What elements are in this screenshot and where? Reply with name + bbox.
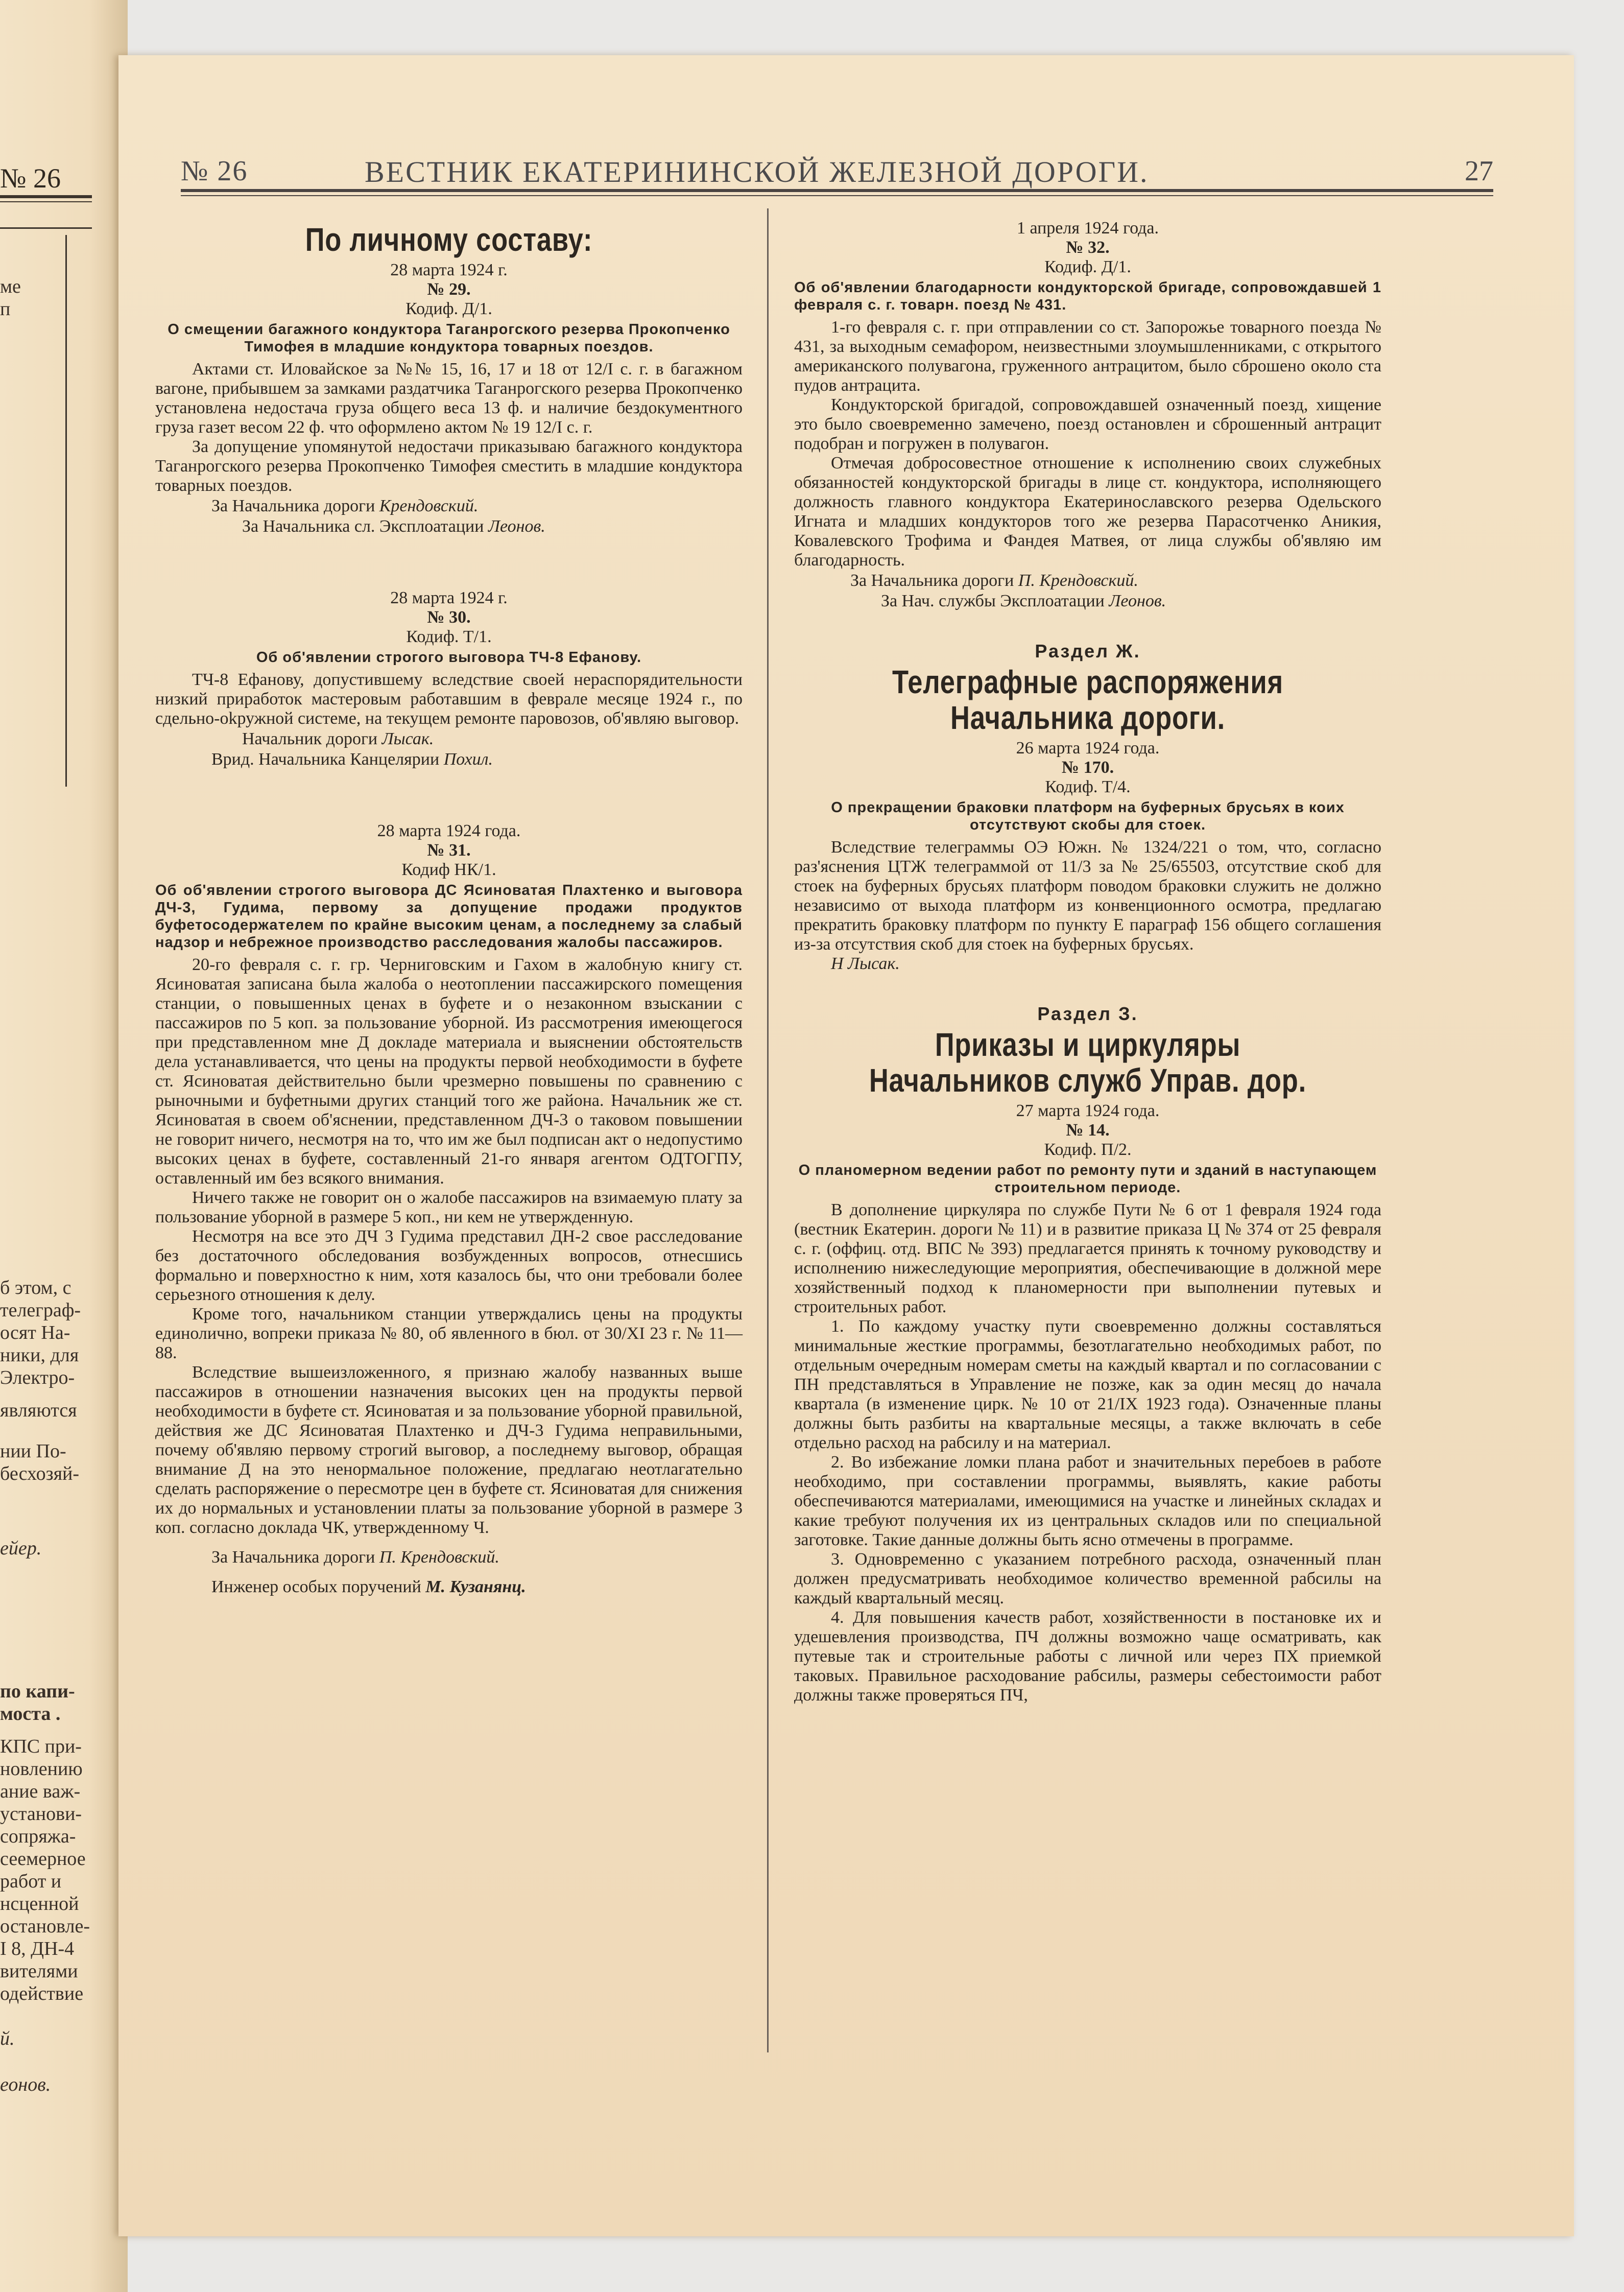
order-date: 28 марта 1924 года. xyxy=(377,821,521,840)
publication-title: ВЕСТНИК ЕКАТЕРИНИНСКОЙ ЖЕЛЕЗНОЙ ДОРОГИ. xyxy=(365,155,1149,188)
fragment-text: КПС при- xyxy=(0,1736,82,1757)
right-column xyxy=(794,219,1381,1705)
previous-page-edge xyxy=(0,0,128,2292)
paragraph: Отмечая добросовестное отношение к исполнению своих служебных обязанностей кондукторской бригады в лице ст. кондуктора, исполняющего должность главного кондуктора Екатеринославского резерва Одельского Игната и младших кондукторов того же резерва Парасотченко Аникия, Ковалевского Трофима и Фандея Матвея, от лица службы об'являю им благодарность. xyxy=(794,454,1381,570)
order-subject: О планомерном ведении работ по ремонту пути и зданий в наступающем строительном периоде. xyxy=(798,1162,1377,1196)
header-rule xyxy=(0,201,92,202)
signature: За Начальника сл. Эксплоатации Леонов. xyxy=(242,517,545,536)
previous-page-number: № 26 xyxy=(0,163,61,194)
fragment-text: по капи- xyxy=(0,1681,75,1702)
section-z xyxy=(794,1004,1381,1705)
section-heading: Телеграфные распоряжения Начальника дороги. xyxy=(892,664,1283,736)
order-kodif: Кодиф. Д/1. xyxy=(405,299,492,318)
header-rule xyxy=(0,195,92,198)
section-zh xyxy=(794,642,1381,974)
order-kodif: Кодиф. П/2. xyxy=(1044,1140,1132,1159)
order-subject: Об об'явлении благодарности кондукторской бригаде, сопровождавшей 1 февраля с. г. товарн. поезд № 431. xyxy=(794,279,1381,313)
fragment-text: нсценной xyxy=(0,1893,79,1915)
order-kodif: Кодиф. Т/1. xyxy=(406,627,492,646)
fragment-text: б этом, с xyxy=(0,1277,71,1298)
paragraph: 1. По каждому участку пути своевременно должны составляться минимальные жесткие программы, безотлагательно необходимых работ, по отдельным очередным номерам сметы на каждый квартал и по согласовании с ПН представляться в Управление не позже, как за один месяц до начала квартала (в изменение цирк. № 10 от 21/IX 1923 года). Означенные планы должны быть разбиты на квартальные месяцы, а также включать в себе отдельно расход на рабсилу и на материал. xyxy=(794,1317,1381,1452)
order-subject: Об об'явлении строгого выговора ДС Ясиноватая Плахтенко и выговора ДЧ-3, Гудима, первому за допущение продажи продуктов буфетосодержателем по крайне высоким ценам, а последнему за слабый надзор и небрежное производство расследования жалобы пассажиров. xyxy=(155,882,743,951)
order-subject: О смещении багажного кондуктора Таганрогского резерва Прокопченко Тимофея в младшие кондуктора товарных поездов. xyxy=(168,321,730,355)
paragraph: В дополнение циркуляра по службе Пути № 6 от 1 февраля 1924 года (вестник Екатерин. дороги № 11) и в развитие приказа Ц № 374 от 25 февраля с. г. (оффиц. отд. ВПС № 393) предлагается принять к точному руководству и исполнению нижеследующие мероприятия, обеспечивающие в должной мере хозяйственный подход к планомерности при выполнении путевых и строительных работ. xyxy=(794,1200,1381,1316)
column-divider xyxy=(767,208,769,2052)
signature: За Начальника дороги П. Крендовский. xyxy=(850,571,1138,590)
fragment-text: вителями xyxy=(0,1960,78,1982)
paragraph: Актами ст. Иловайское за №№ 15, 16, 17 и 18 от 12/I с. г. в багажном вагоне, прибывшем за замками раздатчика Таганрогского резерва Прокопченко установлена недостача груза общего веса 13 ф. и наличие бездокументного груза газет весом 22 ф. что оформлено актом № 19 12/I с. г. xyxy=(155,360,743,437)
order-number: № 14. xyxy=(1066,1121,1110,1140)
order-30 xyxy=(155,588,743,769)
section-label: Раздел Ж. xyxy=(1035,641,1141,661)
fragment-text: п xyxy=(0,298,11,320)
signature: За Начальника дороги П. Крендовский. xyxy=(211,1548,499,1567)
fragment-text: й. xyxy=(0,2028,15,2049)
fragment-text: нии По- xyxy=(0,1440,66,1462)
fragment-text: новлению xyxy=(0,1758,83,1780)
fragment-text: Электро- xyxy=(0,1367,75,1388)
paragraph: 3. Одновременно с указанием потребного расхода, означенный план должен предусматривать необходимое количество временной рабсилы на каждый квартальный месяц. xyxy=(794,1550,1381,1608)
paragraph: Кондукторской бригадой, сопровождавшей означенный поезд, хищение это было своевременно замечено, поезд остановлен и сброшенный антрацит подобран и погружен в полувагон. xyxy=(794,395,1381,453)
section-heading: По личному составу: xyxy=(305,221,593,258)
fragment-text: осят На- xyxy=(0,1322,70,1343)
order-kodif: Кодиф. Т/4. xyxy=(1045,777,1131,796)
order-kodif: Кодиф. Д/1. xyxy=(1044,257,1131,276)
order-31 xyxy=(155,821,743,1597)
issue-number: № 26 xyxy=(181,155,248,187)
order-32 xyxy=(794,219,1381,611)
order-number: № 30. xyxy=(427,608,471,627)
order-date: 1 апреля 1924 года. xyxy=(1016,219,1159,238)
order-date: 28 марта 1924 г. xyxy=(390,261,508,279)
page-number: 27 xyxy=(1465,155,1493,187)
order-date: 28 марта 1924 г. xyxy=(390,588,508,607)
fragment-text: установи- xyxy=(0,1803,82,1825)
fragment-text: являются xyxy=(0,1400,77,1421)
signature: Врид. Начальника Канцелярии Похил. xyxy=(211,750,493,769)
section-label: Раздел З. xyxy=(1037,1003,1138,1024)
order-number: № 32. xyxy=(1066,238,1110,257)
signature: За Нач. службы Эксплоатации Леонов. xyxy=(881,592,1166,610)
fragment-text: моста . xyxy=(0,1703,61,1724)
order-29 xyxy=(155,261,743,536)
paragraph: ТЧ-8 Ефанову, допустившему вследствие своей нераспорядительности низкий приработок мастеровым работавшим в феврале месяце 1924 г., по сдельно-okружной системе, на текущем ремонте паровозов, об'являю выговор. xyxy=(155,670,743,728)
signature: Начальник дороги Лысак. xyxy=(242,729,434,748)
order-subject: О прекращении браковки платформ на буферных брусьях в коих отсутствуют скобы для стоек. xyxy=(831,799,1345,833)
paragraph: Вследствие вышеизложенного, я признаю жалобу названных выше пассажиров в отношении назначения высоких цен на продукты первой необходимости в буфете ст. Ясиноватая и за пользование уборной правильной, действия же ДС Ясиноватая Плахтенко и ДЧ-3 Гудима неправильными, почему об'являю первому строгий выговор, а последнему выговор, обращая внимание Д на это ненормальное положение, предлагаю неотлагательно сделать распоряжение о пересмотре цен в буфете ст. Ясиноватая для снижения их до нормальных и установлении платы за пользование уборной в размере 3 коп. согласно доклада ЧК, утвержденному Ч. xyxy=(155,1363,743,1537)
paragraph: 1-го февраля с. г. при отправлении со ст. Запорожье товарного поезда № 431, за выходным семафором, неизвестными злоумышленниками, с открытого американского полувагона, груженного антрацитом, было сброшено около ста пудов антрацита. xyxy=(794,318,1381,395)
header-rule xyxy=(0,227,92,229)
signature: За Начальника дороги Крендовский. xyxy=(211,497,479,515)
paragraph: 20-го февраля с. г. гр. Черниговским и Гахом в жалобную книгу ст. Ясиноватая записана была жалоба о неотоплении пассажирского помещения станции, о повышенных ценах в буфете и о незаконном взыскании с пассажиров по 5 коп. за пользование уборной. Из рассмотрения имеющегося при представленном мне Д докладе материала и выяснении обстоятельств дела устанавливается, что цены на продукты первой необходимости в буфете ст. Ясиноватая действительно были чрезмерно повышены по сравнению с рыночными и буфетными других станций того же района. Начальник же ст. Ясиноватая в своем об'яснении, представленном ДЧ-3 о таковом повышении не говорит ничего, несмотря на то, что им же был подписан акт о недопустимо высоких ценах в буфете, составленный 21-го января агентом ОДТОГПУ, оставленный им без всякого внимания. xyxy=(155,955,743,1188)
fragment-text: ейер. xyxy=(0,1538,42,1559)
paragraph: Кроме того, начальником станции утверждались цены на продукты единолично, вопреки приказа № 80, об явленного в бюл. от 30/XI 23 г. № 11—88. xyxy=(155,1305,743,1362)
order-number: № 29. xyxy=(427,280,471,299)
fragment-text: одействие xyxy=(0,1983,84,2004)
order-subject: Об об'явлении строгого выговора ТЧ-8 Ефанову. xyxy=(256,649,642,666)
paragraph: Несмотря на все это ДЧ 3 Гудима представил ДН-2 свое расследование без достаточного обследования возбужденных вопросов, отнесшись формально и поверхностно к ним, хотя казалось бы, что они требовали более серьезного отношения к делу. xyxy=(155,1227,743,1304)
fragment-text: I 8, ДН-4 xyxy=(0,1938,75,1959)
signature: Н Лысак. xyxy=(831,954,900,973)
paragraph: 4. Для повышения качеств работ, хозяйственности в постановке их и удешевления производства, ПЧ должны возможно чаще осматривать, как путевые так и строительные работы с личной или через ПХ приемкой таковых. Правильное расходование рабсилы, размеры себестоимости работ должны также проверяться ПЧ, xyxy=(794,1608,1381,1705)
paragraph: За допущение упомянутой недостачи приказываю багажного кондуктора Таганрогского резерва Прокопченко Тимофея сместить в младшие кондуктора товарных поездов. xyxy=(155,437,743,495)
order-date: 27 марта 1924 года. xyxy=(1016,1101,1160,1120)
order-date: 26 марта 1924 года. xyxy=(1016,739,1160,758)
left-column xyxy=(155,219,743,1598)
running-header xyxy=(181,155,1493,191)
newspaper-page xyxy=(118,55,1574,2236)
column-rule xyxy=(65,235,67,787)
fragment-text: еонов. xyxy=(0,2074,51,2095)
header-rule xyxy=(181,195,1493,196)
signature: Инженер особых поручений М. Кузанянц. xyxy=(211,1577,526,1596)
fragment-text: остановле- xyxy=(0,1916,90,1937)
fragment-text: телеграф- xyxy=(0,1299,81,1321)
order-number: № 31. xyxy=(427,841,471,860)
fragment-text: сопряжа- xyxy=(0,1826,76,1847)
header-rule xyxy=(181,189,1493,192)
order-kodif: Кодиф НК/1. xyxy=(401,860,496,879)
fragment-text: ме xyxy=(0,276,21,297)
fragment-text: работ и xyxy=(0,1871,62,1892)
section-heading: Приказы и циркуляры Начальников служб Управ. дор. xyxy=(869,1026,1307,1099)
fragment-text: бесхозяй- xyxy=(0,1463,80,1484)
fragment-text: сеемерное xyxy=(0,1848,86,1870)
paragraph: Ничего также не говорит он о жалобе пассажиров на взимаемую плату за пользование уборной в размере 5 коп., ни кем не утвержденную. xyxy=(155,1188,743,1226)
fragment-text: ники, для xyxy=(0,1344,79,1366)
paragraph: 2. Во избежание ломки плана работ и значительных перебоев в работе необходимо, при составлении программы, выявлять, какие работы обеспечиваются материалами, имеющимися на участке и линейных складах и какие требуют получения их из центральных складов или по специальной заготовке. Такие данные должны быть ясно отмечены в программе. xyxy=(794,1453,1381,1549)
fragment-text: ание важ- xyxy=(0,1781,81,1802)
paragraph: Вследствие телеграммы ОЭ Южн. № 1324/221 о том, что, согласно раз'яснения ЦТЖ телеграммой от 11/3 за № 25/65503, отсутствие скоб для стоек на буферных брусьях платформ поводом браковки служить не должно независимо от выхода платформ из конвенционного осмотра, предлагаю прекратить браковку платформ по пункту Е параграф 156 общего соглашения из-за отсутствия скоб для стоек на буферных брусьях. xyxy=(794,838,1381,954)
order-number: № 170. xyxy=(1061,758,1114,777)
